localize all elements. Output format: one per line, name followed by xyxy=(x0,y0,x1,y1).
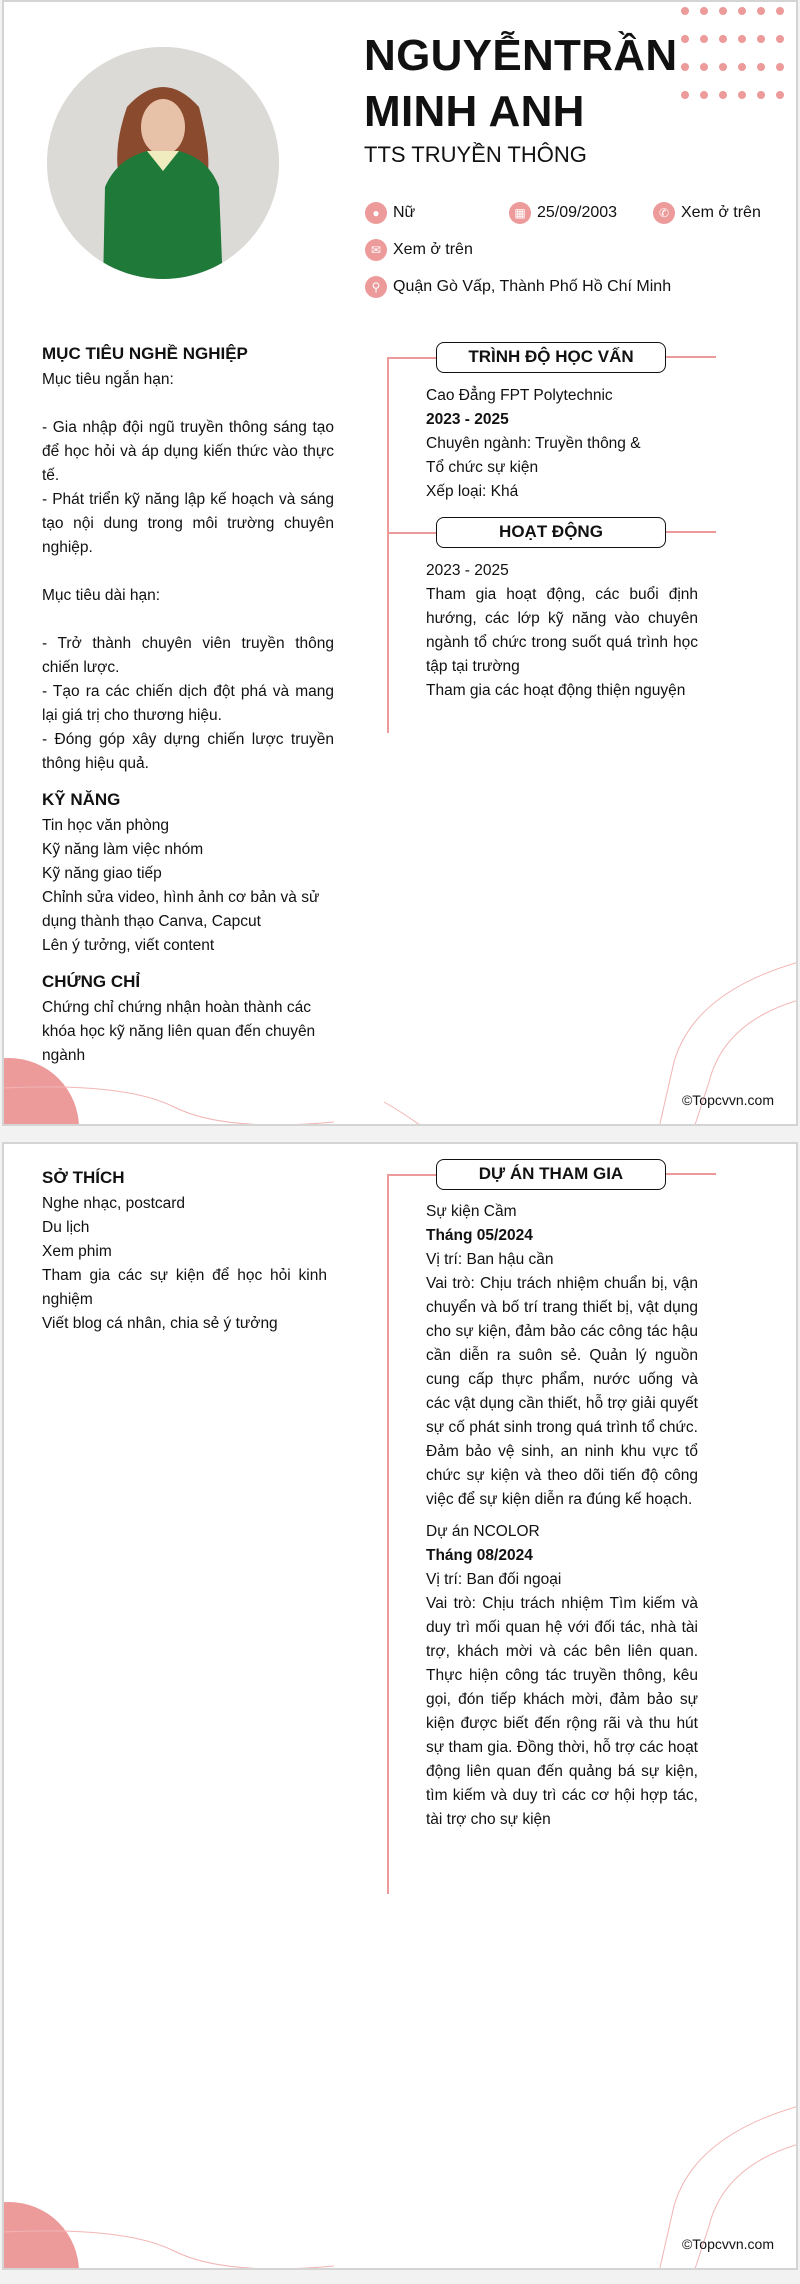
hobbies-section: SỞ THÍCH Nghe nhạc, postcard Du lịch Xem phim Tham gia các sự kiện để học hỏi kinh nghiệm Viết blog cá nhân, chia sẻ ý tưởng xyxy=(42,1168,327,1332)
phone-icon: ✆ xyxy=(653,202,675,224)
activities-heading: HOẠT ĐỘNG xyxy=(436,517,666,548)
cv-page-2 xyxy=(2,1142,798,2270)
projects-heading: DỰ ÁN THAM GIA xyxy=(436,1159,666,1190)
certificates-section: CHỨNG CHỈ Chứng chỉ chứng nhận hoàn thành các khóa học kỹ năng liên quan đến chuyên ngành xyxy=(42,972,316,1064)
copyright: ©Topcvvn.com xyxy=(681,2236,774,2252)
location-pin-icon: ⚲ xyxy=(365,276,387,298)
copyright: ©Topcvvn.com xyxy=(681,1092,774,1108)
timeline-line xyxy=(387,1174,389,1894)
address-info: ⚲ Quận Gò Vấp, Thành Phố Hồ Chí Minh xyxy=(365,276,671,298)
divider xyxy=(666,1173,716,1175)
project-item: Dự án NCOLOR Tháng 08/2024 Vị trí: Ban đối ngoại Vai trò: Chịu trách nhiệm Tìm kiếm và duy trì mối quan hệ với đối tác, nhà tài trợ, khách mời và các bên liên quan. Thực hiện công tác truyền thông, kêu gọi, đón tiếp khách mời, đảm bảo sự kiện được biết đến rộng rãi và thu hút sự tham gia. Đồng thời, hỗ trợ các hoạt động liên quan đến quảng bá sự kiện, tìm kiếm và duy trì các cơ hội hợp tác, tài trợ cho sự kiện xyxy=(426,1523,698,1828)
decorative-dots xyxy=(681,7,784,99)
divider xyxy=(387,1174,437,1176)
project-item: Sự kiện Cầm Tháng 05/2024 Vị trí: Ban hậu cần Vai trò: Chịu trách nhiệm chuẩn bị, vận chuyển và bố trí trang thiết bị, vật dụng cho sự kiện, đảm bảo các công tác hậu cần diễn ra suôn sẻ. Quản lý nguồn cung cấp thực phẩm, nước uống và các vật dụng cần thiết, hỗ trợ giải quyết sự cố phát sinh trong quá trình tổ chức. Đảm bảo vệ sinh, an ninh khu vực tổ chức sự kiện và theo dõi tiến độ công việc để sự kiện diễn ra đúng kế hoạch. xyxy=(426,1203,698,1508)
education-heading: TRÌNH ĐỘ HỌC VẤN xyxy=(436,342,666,373)
divider xyxy=(387,357,437,359)
calendar-icon: ▦ xyxy=(509,202,531,224)
career-objective-section: MỤC TIÊU NGHỀ NGHIỆP Mục tiêu ngắn hạn: - Gia nhập đội ngũ truyền thông sáng tạo để học hỏi và áp dụng kiến thức vào thực tế. - Phát triển kỹ năng lập kế hoạch và sáng tạo nội dung trong môi trường chuyên nghiệp. Mục tiêu dài hạn: - Trở thành chuyên viên truyền thông chiến lược. - Tạo ra các chiến dịch đột phá và mang lại giá trị cho thương hiệu. - Đóng góp xây dựng chiến lược truyền thông hiệu quả. xyxy=(42,344,334,772)
candidate-name: NGUYỄNTRẦN MINH ANH xyxy=(364,31,678,136)
activities-section: 2023 - 2025 Tham gia hoạt động, các buổi định hướng, các lớp kỹ năng vào chuyên ngành tổ chức trong suốt quá trình học tập tại trường Tham gia các hoạt động thiện nguyện xyxy=(426,562,698,699)
divider xyxy=(666,356,716,358)
divider xyxy=(387,532,437,534)
job-title: TTS TRUYỀN THÔNG xyxy=(364,142,587,167)
skills-section: KỸ NĂNG Tin học văn phòng Kỹ năng làm việc nhóm Kỹ năng giao tiếp Chỉnh sửa video, hình ảnh cơ bản và sử dụng thành thạo Canva, Capcut Lên ý tưởng, viết content xyxy=(42,790,320,954)
phone-info: ✆ Xem ở trên xyxy=(653,202,761,224)
decorative-curves xyxy=(4,952,798,1126)
profile-photo xyxy=(47,47,279,279)
divider xyxy=(666,531,716,533)
email-info: ✉ Xem ở trên xyxy=(365,239,473,261)
timeline-line xyxy=(387,357,389,733)
education-section: Cao Đẳng FPT Polytechnic 2023 - 2025 Chuyên ngành: Truyền thông & Tổ chức sự kiện Xếp loại: Khá xyxy=(426,387,641,500)
cv-page-1 xyxy=(2,0,798,1126)
mail-icon: ✉ xyxy=(365,239,387,261)
gender-info: ● Nữ xyxy=(365,202,415,224)
projects-section xyxy=(426,1200,698,1832)
dob-info: ▦ 25/09/2003 xyxy=(509,202,617,224)
person-icon: ● xyxy=(365,202,387,224)
decorative-curves xyxy=(4,2094,798,2270)
